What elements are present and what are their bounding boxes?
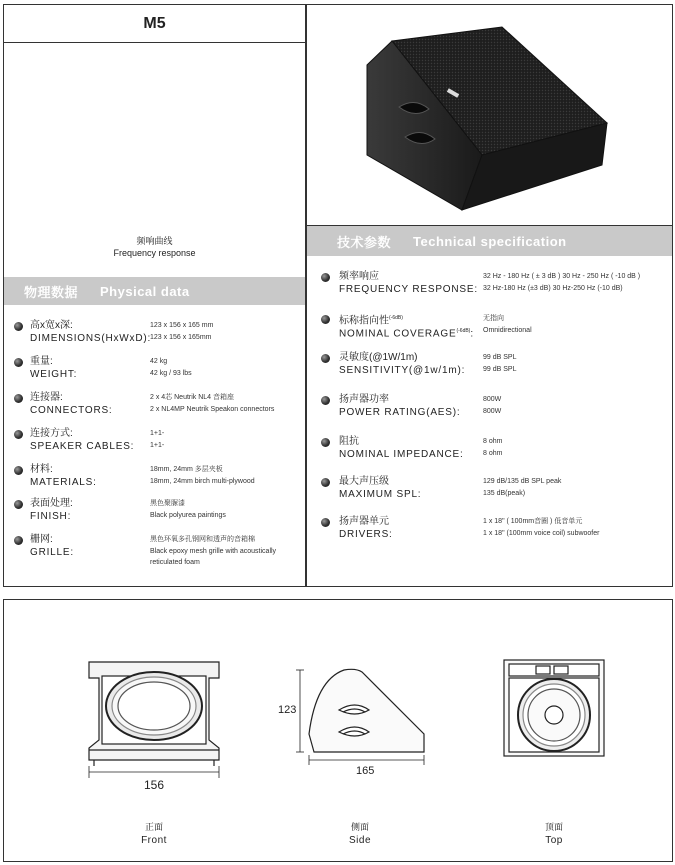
spec-value-cn: 无指向 [483, 315, 504, 322]
spec-label-cn: 扬声器单元 [339, 516, 389, 527]
front-view-drawing [89, 662, 219, 778]
product-photo [307, 5, 672, 226]
bullet-icon [14, 394, 23, 403]
frequency-response-panel [3, 4, 306, 587]
spec-label-cn: 最大声压级 [339, 476, 389, 487]
spec-label-cn: 材料: [30, 464, 53, 475]
spec-label-en: DRIVERS: [339, 529, 393, 540]
spec-label-en: NOMINAL $COVERAGE^{(-6dB)}$: [339, 328, 474, 340]
bullet-icon [321, 354, 330, 363]
front-view-caption [114, 820, 194, 848]
spec-value-en: Black epoxy mesh grille with acoustically [150, 548, 277, 555]
top-caption-cn: 顶面 [544, 822, 563, 832]
bullet-icon [321, 396, 330, 405]
side-view-drawing [296, 669, 424, 765]
top-view-drawing [504, 660, 604, 756]
spec-label-cn: 重量: [30, 356, 53, 367]
spec-label-cn: 灵敏度(@1W/1m) [339, 352, 418, 363]
model-title: M5 [4, 5, 305, 43]
spec-label-cn: 阻抗 [339, 436, 359, 447]
freq-caption-cn: 频响曲线 [136, 236, 173, 246]
spec-label-en: GRILLE: [30, 547, 74, 558]
spec-value-cn: 黑色聚脲漆 [150, 500, 185, 507]
spec-label-en: MATERIALS: [30, 477, 97, 488]
spec-label-en: SENSITIVITY(@1w/1m): [339, 365, 466, 376]
spec-value-cn: 1+1- [150, 430, 165, 437]
spec-label-en: POWER RATING(AES): [339, 407, 461, 418]
spec-label-cn: 连接方式: [30, 428, 73, 439]
side-caption-cn: 侧面 [350, 822, 369, 832]
side-caption-en: Side [348, 835, 371, 846]
spec-label-en: SPEAKER CABLES: [30, 441, 135, 452]
spec-label-cn: 高x宽x深: [30, 320, 73, 331]
bullet-icon [321, 273, 330, 282]
spec-label-cn: 栅网: [30, 534, 53, 545]
frequency-response-caption [4, 235, 305, 259]
spec-value-cn: 123 x 156 x 165 mm [150, 322, 214, 329]
spec-value-en: 18mm, 24mm birch multi-plywood [150, 478, 255, 485]
spec-label-en: NOMINAL IMPEDANCE: [339, 449, 464, 460]
bullet-icon [14, 500, 23, 509]
physical-title-en: Physical data [100, 283, 190, 299]
spec-label-en: DIMENSIONS(HxWxD): [30, 333, 152, 344]
bullet-icon [321, 315, 330, 324]
spec-value-cn: 42 kg [150, 358, 168, 365]
spec-label-en: FINISH: [30, 511, 72, 522]
technical-title-en: Technical specification [413, 233, 567, 249]
spec-label-cn: 表面处理: [30, 498, 73, 509]
spec-value-en: 135 dB(peak) [483, 490, 526, 497]
spec-value-en: 32 Hz-180 Hz (±3 dB) 30 Hz-250 Hz (-10 dB) [483, 285, 623, 292]
bullet-icon [14, 322, 23, 331]
front-width-dimension: 156 [144, 778, 165, 792]
spec-value-cn: 1 x 18" ( 100mm音圈 ) 低音单元 [483, 518, 583, 525]
spec-value-en: 123 x 156 x 165mm [150, 334, 212, 341]
spec-label-en: FREQUENCY RESPONSE: [339, 284, 478, 295]
front-caption-cn: 正面 [144, 822, 163, 832]
technical-spec-header [307, 226, 672, 256]
bullet-icon [14, 358, 23, 367]
bullet-icon [321, 438, 330, 447]
side-height-dimension: 123 [278, 704, 297, 716]
top-view-caption [514, 820, 594, 848]
top-caption-en: Top [545, 835, 563, 846]
physical-title-cn: 物理数据 [24, 284, 79, 300]
physical-data-header [4, 277, 305, 305]
spec-value-cn: 2 x 4芯 Neutrik NL4 音箱座 [150, 394, 235, 401]
spec-label-cn: 标称指向性$^{(-6dB)}$ [339, 315, 403, 327]
bullet-icon [321, 518, 330, 527]
spec-value-en: 2 x NL4MP Neutrik Speakon connectors [150, 406, 275, 413]
bullet-icon [14, 430, 23, 439]
spec-value-cn: 18mm, 24mm 多层夹板 [150, 466, 223, 473]
spec-label-cn: 频率响应 [339, 271, 379, 282]
spec-value-en: 99 dB SPL [483, 366, 517, 373]
side-view-caption [320, 820, 400, 848]
technical-title-cn: 技术参数 [337, 234, 392, 250]
spec-value-en: Omnidirectional [483, 327, 532, 334]
bullet-icon [14, 536, 23, 545]
spec-value-cn: 黑色环氧多孔钢网和透声的音箱棉 [150, 536, 255, 543]
side-depth-dimension: 165 [356, 765, 375, 777]
spec-value-cn: 8 ohm [483, 438, 503, 445]
spec-value-cn: 800W [483, 396, 502, 403]
spec-label-en: WEIGHT: [30, 369, 78, 380]
spec-value-en: 42 kg / 93 lbs [150, 370, 192, 377]
speaker-monitor-image [307, 5, 672, 225]
spec-value-cn: 129 dB/135 dB SPL peak [483, 478, 562, 485]
technical-panel [306, 4, 673, 587]
spec-value-en: 800W [483, 408, 502, 415]
front-caption-en: Front [141, 835, 167, 846]
spec-value-en: 1 x 18" (100mm voice coil) subwoofer [483, 530, 600, 537]
spec-label-cn: 扬声器功率 [339, 394, 389, 405]
spec-value-cn: 99 dB SPL [483, 354, 517, 361]
spec-label-cn: 连接器: [30, 392, 63, 403]
bullet-icon [14, 466, 23, 475]
spec-label-en: MAXIMUM SPL: [339, 489, 422, 500]
spec-value-en: 8 ohm [483, 450, 503, 457]
spec-value-en: 1+1- [150, 442, 165, 449]
freq-caption-en: Frequency response [113, 248, 196, 258]
spec-label-en: CONNECTORS: [30, 405, 113, 416]
spec-value-en: Black polyurea paintings [150, 512, 226, 519]
dimension-drawings-panel [3, 599, 673, 862]
bullet-icon [321, 478, 330, 487]
spec-value-en-2: reticulated foam [150, 559, 200, 566]
spec-value-cn: 32 Hz - 180 Hz ( ± 3 dB ) 30 Hz - 250 Hz ( -10 dB ) [483, 273, 641, 280]
